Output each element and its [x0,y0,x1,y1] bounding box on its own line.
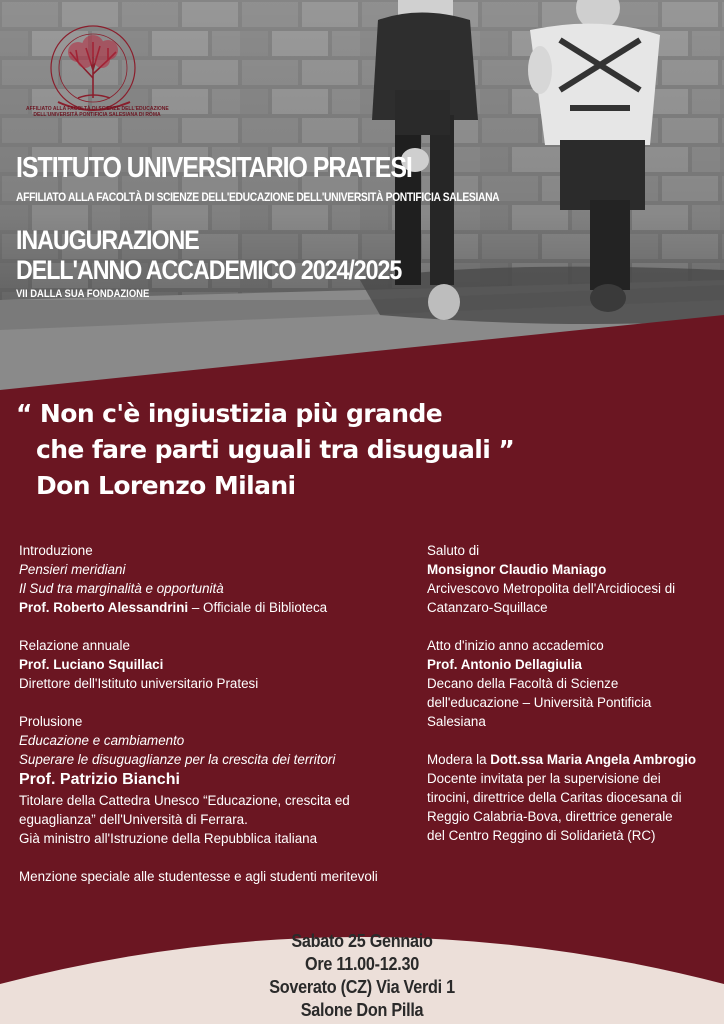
quote-author: Don Lorenzo Milani [36,471,296,500]
event-title-line2: DELL'ANNO ACCADEMICO 2024/2025 [16,255,402,285]
section-heading: Atto d'inizio anno accademico [427,638,604,653]
event-time: Ore 11.00-12.30 [305,954,419,974]
moderator-role: Docente invitata per la supervisione dei [427,771,661,786]
speaker-name: Prof. Roberto Alessandrini [19,600,189,615]
moderator-role: tirocini, direttrice della Caritas diocesana di [427,790,682,805]
quote-line: che fare parti uguali tra disuguali ” [36,435,515,464]
event-address: Soverato (CZ) Via Verdi 1 [269,977,455,997]
program-left-column [19,541,378,886]
speaker-role: dell'educazione – Università Pontificia [427,695,652,710]
program-greeting [427,541,696,617]
speaker-role: Titolare della Cattedra Unesco “Educazione, crescita ed [19,793,350,808]
section-heading: Introduzione [19,543,93,558]
talk-subtitle: Superare le disuguaglianze per la crescita dei territori [19,752,336,767]
event-title [16,225,401,285]
program-report [19,636,378,693]
speaker-role: – Officiale di Biblioteca [188,600,328,615]
speaker-name: Prof. Luciano Squillaci [19,657,164,672]
speaker-role: eguaglianza” dell'Università di Ferrara. [19,812,248,827]
program-intro [19,541,378,617]
logo-caption [26,106,168,118]
talk-title: Pensieri meridiani [19,562,126,577]
speaker-role: Salesiana [427,714,486,729]
speaker-name: Prof. Patrizio Bianchi [19,771,180,788]
section-heading: Prolusione [19,714,83,729]
quote-line: “ Non c'è ingiustizia più grande [16,399,443,428]
speaker-name: Monsignor Claudio Maniago [427,562,607,577]
talk-title: Educazione e cambiamento [19,733,185,748]
program-right-column [427,541,696,864]
moderator-name: Dott.ssa Maria Angela Ambrogio [490,752,697,767]
moderator-prefix: Modera la [427,752,491,767]
founding-line: VII DALLA SUA FONDAZIONE [16,288,150,300]
logo-caption-line: AFFILIATO ALLA FACOLTÀ DI SCIENZE DELL'EDUCAZIONE [26,106,169,112]
quote-block [16,396,514,504]
talk-subtitle: Il Sud tra marginalità e opportunità [19,581,224,596]
event-details-footer [0,930,724,1022]
speaker-role: Catanzaro-Squillace [427,600,548,615]
program-opening [427,636,696,731]
affiliation-line: AFFILIATO ALLA FACOLTÀ DI SCIENZE DELL'EDUCAZIONE DELL'UNIVERSITÀ PONTIFICIA SALESIANA [16,190,500,204]
speaker-name: Prof. Antonio Dellagiulia [427,657,582,672]
event-hall: Salone Don Pilla [300,1000,424,1020]
speaker-role: Decano della Facoltà di Scienze [427,676,619,691]
special-mention: Menzione speciale alle studentesse e agli studenti meritevoli [19,869,378,884]
section-heading: Saluto di [427,543,480,558]
event-title-line1: INAUGURAZIONE [16,225,199,255]
moderator-role: Reggio Calabria-Bova, direttrice generale [427,809,673,824]
program-moderator [427,750,696,845]
speaker-role: Arcivescovo Metropolita dell'Arcidiocesi di [427,581,676,596]
logo-caption-line: DELL'UNIVERSITÀ PONTIFICIA SALESIANA DI ROMA [33,112,161,118]
moderator-role: del Centro Reggino di Solidarietà (RC) [427,828,656,843]
section-heading: Relazione annuale [19,638,130,653]
institute-title: ISTITUTO UNIVERSITARIO PRATESI [16,152,412,184]
event-date: Sabato 25 Gennaio [291,931,433,951]
program-prolusion [19,712,378,848]
speaker-role: Già ministro all'Istruzione della Repubblica italiana [19,831,318,846]
speaker-role: Direttore dell'Istituto universitario Pratesi [19,676,259,691]
